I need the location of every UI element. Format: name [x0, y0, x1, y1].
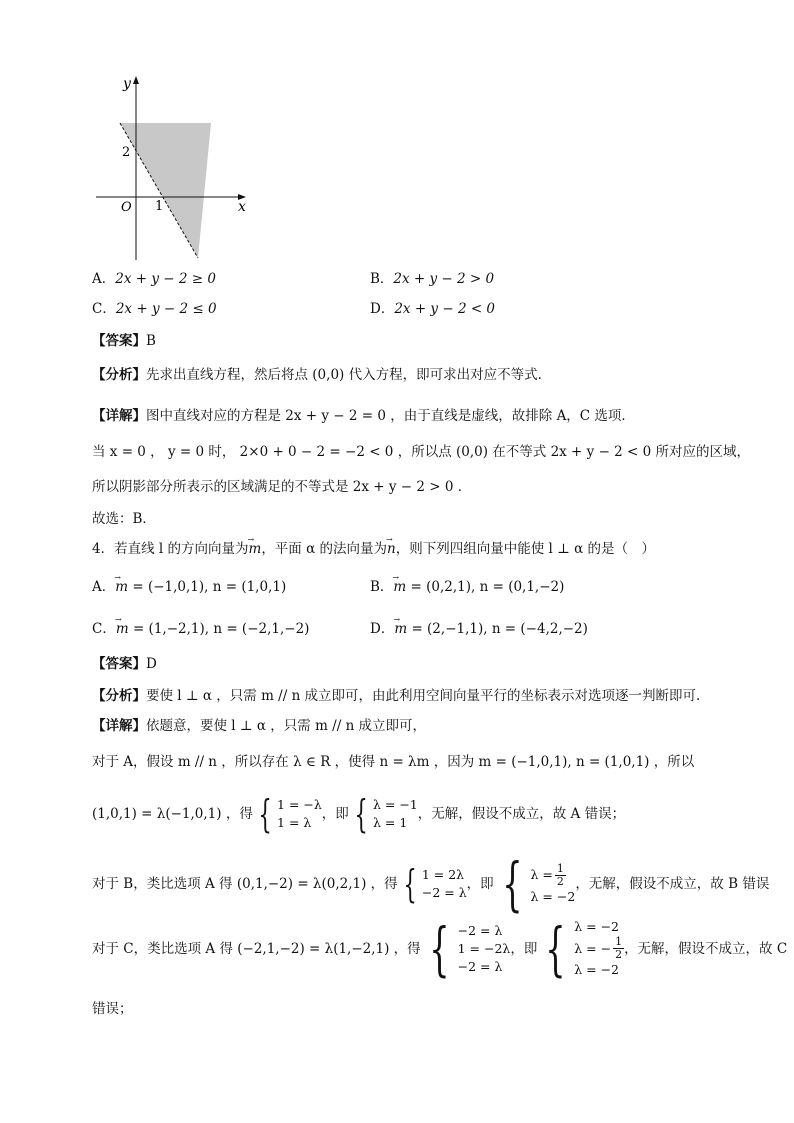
q3-detail-line2: 当 x = 0 ， y = 0 时， 2×0 + 0 − 2 = −2 < 0 ，所以点 (0,0) 在不等式 2x + y − 2 < 0 所对应的区域，	[92, 444, 751, 460]
x-tick-label: 1	[155, 199, 164, 214]
q4-detail-option-b: 对于 B，类比选项 A 得 (0,1,−2) = λ(0,2,1) ，得 { 1 = 2λ −2 = λ ，即 { λ = $\frac{1}{2}$ λ = −2 ，无解，假设不成立，故 B 错误	[92, 850, 770, 918]
q4-detail-option-c: 对于 C，类比选项 A 得 (−2,1,−2) = λ(1,−2,1) ，得 { −2 = λ 1 = −2λ −2 = λ ，即 { λ = −2 λ = − $\frac{1}{2}$ λ = −2 ，无解，假设不成立，故 C	[92, 914, 788, 983]
q3-option-a[interactable]: A．2x + y − 2 ≥ 0	[92, 271, 216, 287]
q3-detail-line3: 所以阴影部分所表示的区域满足的不等式是 2x + y − 2 > 0 ．	[92, 479, 472, 495]
y-axis-label: y	[123, 76, 131, 92]
q4-stem: 4．若直线 l 的方向向量为→ m，平面 α 的法向量为→ n，则下列四组向量中能使 l ⊥ α 的是（ ）	[92, 540, 655, 558]
q3-detail-line4: 故选：B．	[92, 511, 156, 527]
equation-system: { 1 = −λ 1 = λ	[258, 792, 322, 836]
equation-system: { λ = −1 λ = 1	[354, 792, 418, 836]
q4-option-c[interactable]: C．→ m = (1,−2,1), n = (−2,1,−2)	[92, 620, 309, 638]
q3-detail-line1: 【详解】图中直线对应的方程是 2x + y − 2 = 0 ，由于直线是虚线，故排除 A，C 选项．	[92, 408, 635, 424]
inequality-region-figure	[88, 70, 258, 265]
y-axis-arrow	[133, 76, 139, 84]
q4-answer: 【答案】D	[92, 656, 157, 672]
q3-option-b[interactable]: B．2x + y − 2 > 0	[370, 271, 495, 287]
shaded-region	[120, 123, 211, 258]
q3-option-c[interactable]: C．2x + y − 2 ≤ 0	[92, 301, 217, 317]
q4-option-b[interactable]: B．→ m = (0,2,1), n = (0,1,−2)	[370, 578, 564, 596]
q4-detail-option-a-line2: (1,0,1) = λ(−1,0,1) ，得 { 1 = −λ 1 = λ ，即 { λ = −1 λ = 1 ，无解，假设不成立，故 A 错误；	[92, 792, 626, 836]
vector-n: → n	[387, 540, 396, 558]
q3-answer: 【答案】B	[92, 333, 156, 349]
equation-system: { λ = −2 λ = − $\frac{1}{2}$ λ = −2	[545, 914, 623, 983]
q4-detail-option-c-end: 错误；	[92, 1001, 133, 1017]
equation-system: { 1 = 2λ −2 = λ	[403, 862, 467, 906]
x-axis-label: x	[238, 199, 246, 215]
q4-detail-option-a-line1: 对于 A，假设 m // n ，所以存在 λ ∈ R ，使得 n = λm ，因为 m = (−1,0,1), n = (1,0,1) ，所以	[92, 754, 695, 770]
q4-detail-line1: 【详解】依题意，要使 l ⊥ α ，只需 m // n 成立即可，	[92, 718, 427, 734]
q4-analysis: 【分析】要使 l ⊥ α ，只需 m // n 成立即可，由此利用空间向量平行的坐标表示对选项逐一判断即可.	[92, 688, 701, 704]
y-tick-label: 2	[122, 145, 131, 160]
q3-option-d[interactable]: D．2x + y − 2 < 0	[370, 301, 496, 317]
equation-system: { −2 = λ 1 = −2λ −2 = λ	[428, 914, 511, 983]
q3-analysis: 【分析】先求出直线方程，然后将点 (0,0) 代入方程，即可求出对应不等式.	[92, 367, 542, 383]
equation-system: { λ = $\frac{1}{2}$ λ = −2	[501, 850, 576, 918]
q4-option-a[interactable]: A．→ m = (−1,0,1), n = (1,0,1)	[92, 578, 286, 596]
vector-m: → m	[249, 540, 262, 558]
q4-option-d[interactable]: D．→ m = (2,−1,1), n = (−4,2,−2)	[370, 620, 588, 638]
origin-label: O	[121, 200, 132, 215]
